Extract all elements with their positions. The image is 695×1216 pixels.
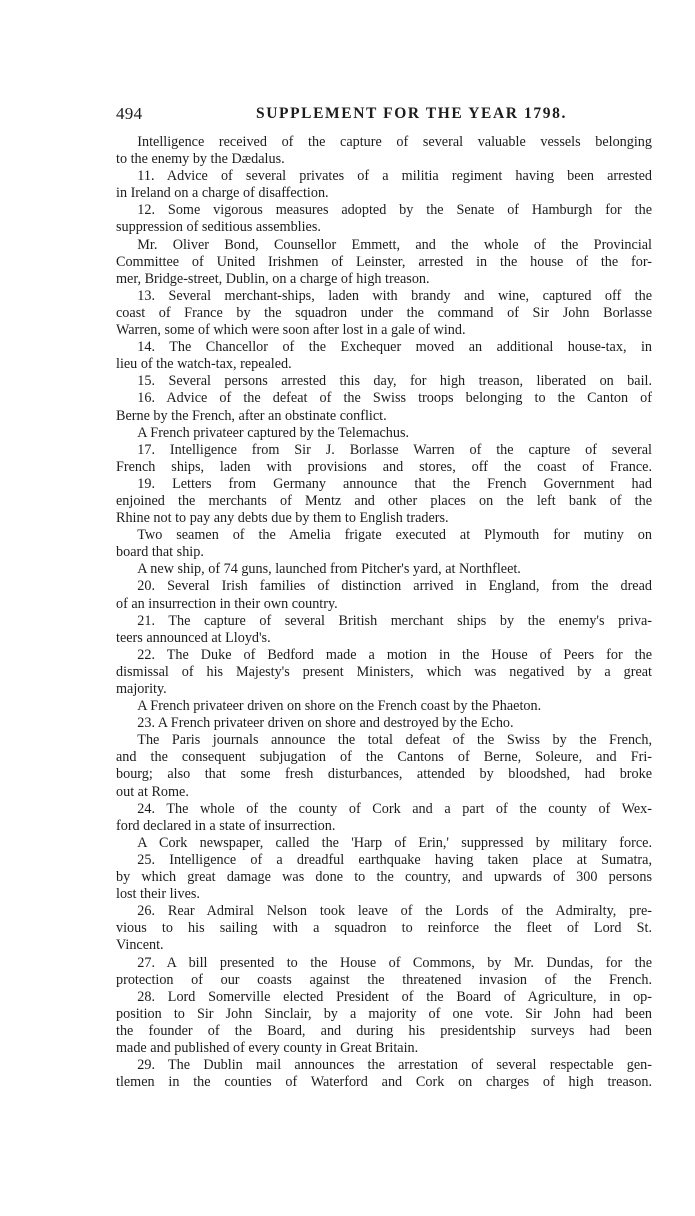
text-line: vious to his sailing with a squadron to reinforce the fleet of Lord St. [116, 920, 652, 937]
text-line: 25. Intelligence of a dreadful earthquake having taken place at Sumatra, [137, 851, 652, 868]
text-line: to the enemy by the Dædalus. [116, 151, 285, 168]
text-line: 23. A French privateer driven on shore and destroyed by the Echo. [137, 715, 514, 732]
text-line: 29. The Dublin mail announces the arrestation of several respectable gen- [137, 1057, 652, 1074]
text-line: Two seamen of the Amelia frigate executed at Plymouth for mutiny on [137, 527, 652, 544]
text-line: A French privateer driven on shore on the French coast by the Phaeton. [137, 698, 542, 715]
text-line: 14. The Chancellor of the Exchequer moved an additional house-tax, in [137, 339, 652, 356]
text-line: 22. The Duke of Bedford made a motion in the House of Peers for the [137, 646, 652, 663]
body-text [116, 134, 652, 1091]
page-header [116, 104, 652, 126]
text-line: majority. [116, 681, 167, 697]
text-line: by which great damage was done to the country, and upwards of 300 persons [116, 869, 652, 886]
text-line: the founder of the Board, and during his presidentship surveys had been [116, 1022, 652, 1039]
text-line: 20. Several Irish families of distinction arrived in England, from the dread [137, 578, 652, 595]
text-line: 13. Several merchant-ships, laden with brandy and wine, captured off the [137, 287, 652, 304]
text-line: 16. Advice of the defeat of the Swiss troops belonging to the Canton of [137, 390, 652, 407]
text-line: coast of France by the squadron under the command of Sir John Borlasse [116, 304, 652, 321]
text-line: tlemen in the counties of Waterford and Cork on charges of high treason. [116, 1074, 652, 1091]
text-line: in Ireland on a charge of disaffection. [116, 185, 329, 202]
text-line: A new ship, of 74 guns, launched from Pitcher's yard, at Northfleet. [137, 561, 521, 578]
text-line: lost their lives. [116, 886, 200, 903]
text-line: Intelligence received of the capture of several valuable vessels belonging [137, 134, 652, 150]
page-number: 494 [116, 104, 143, 123]
text-line: 15. Several persons arrested this day, for high treason, liberated on bail. [137, 373, 652, 390]
text-line: 11. Advice of several privates of a militia regiment having been arrested [137, 168, 652, 185]
text-line: lieu of the watch-tax, repealed. [116, 356, 292, 373]
text-line: mer, Bridge-street, Dublin, on a charge of high treason. [116, 270, 430, 287]
text-line: position to Sir John Sinclair, by a majority of one vote. Sir John had been [116, 1005, 652, 1022]
text-line: ford declared in a state of insurrection. [116, 817, 336, 834]
text-line: teers announced at Lloyd's. [116, 629, 271, 646]
text-line: Warren, some of which were soon after lost in a gale of wind. [116, 322, 466, 339]
text-line: Vincent. [116, 937, 164, 954]
text-line: suppression of seditious assemblies. [116, 219, 321, 236]
text-line: Mr. Oliver Bond, Counsellor Emmett, and the whole of the Provincial [137, 236, 652, 253]
text-line: 17. Intelligence from Sir J. Borlasse Warren of the capture of several [137, 441, 652, 458]
text-line: 26. Rear Admiral Nelson took leave of the Lords of the Admiralty, pre- [137, 903, 652, 920]
text-line: out at Rome. [116, 783, 189, 800]
text-line: 28. Lord Somerville elected President of the Board of Agriculture, in op- [137, 988, 652, 1005]
text-line: Committee of United Irishmen of Leinster, arrested in the house of the for- [116, 253, 652, 270]
text-line: board that ship. [116, 544, 204, 561]
text-line: enjoined the merchants of Mentz and other places on the left bank of the [116, 492, 652, 509]
text-line: A Cork newspaper, called the 'Harp of Erin,' suppressed by military force. [137, 834, 652, 851]
text-line: dismissal of his Majesty's present Ministers, which was negatived by a great [116, 663, 652, 680]
running-head: SUPPLEMENT FOR THE YEAR 1798. [256, 105, 567, 122]
text-line: bourg; also that some fresh disturbances, attended by bloodshed, had broke [116, 766, 652, 783]
text-line: Rhine not to pay any debts due by them to English traders. [116, 510, 449, 527]
text-line: of an insurrection in their own country. [116, 595, 338, 612]
text-line: protection of our coasts against the threatened invasion of the French. [116, 971, 652, 988]
text-line: French ships, laden with provisions and stores, off the coast of France. [116, 458, 652, 475]
text-line: made and published of every county in Great Britain. [116, 1039, 419, 1056]
text-line: 24. The whole of the county of Cork and a part of the county of Wex- [137, 800, 652, 817]
text-line: Berne by the French, after an obstinate conflict. [116, 407, 387, 424]
text-line: 21. The capture of several British merchant ships by the enemy's priva- [137, 612, 652, 629]
text-line: The Paris journals announce the total defeat of the Swiss by the French, [137, 732, 652, 749]
text-line: 19. Letters from Germany announce that the French Government had [137, 475, 652, 492]
text-line: 12. Some vigorous measures adopted by the Senate of Hamburgh for the [137, 202, 652, 219]
text-line: A French privateer captured by the Telemachus. [137, 424, 410, 441]
text-line: and the consequent subjugation of the Cantons of Berne, Soleure, and Fri- [116, 749, 652, 766]
text-line: 27. A bill presented to the House of Commons, by Mr. Dundas, for the [137, 954, 652, 971]
